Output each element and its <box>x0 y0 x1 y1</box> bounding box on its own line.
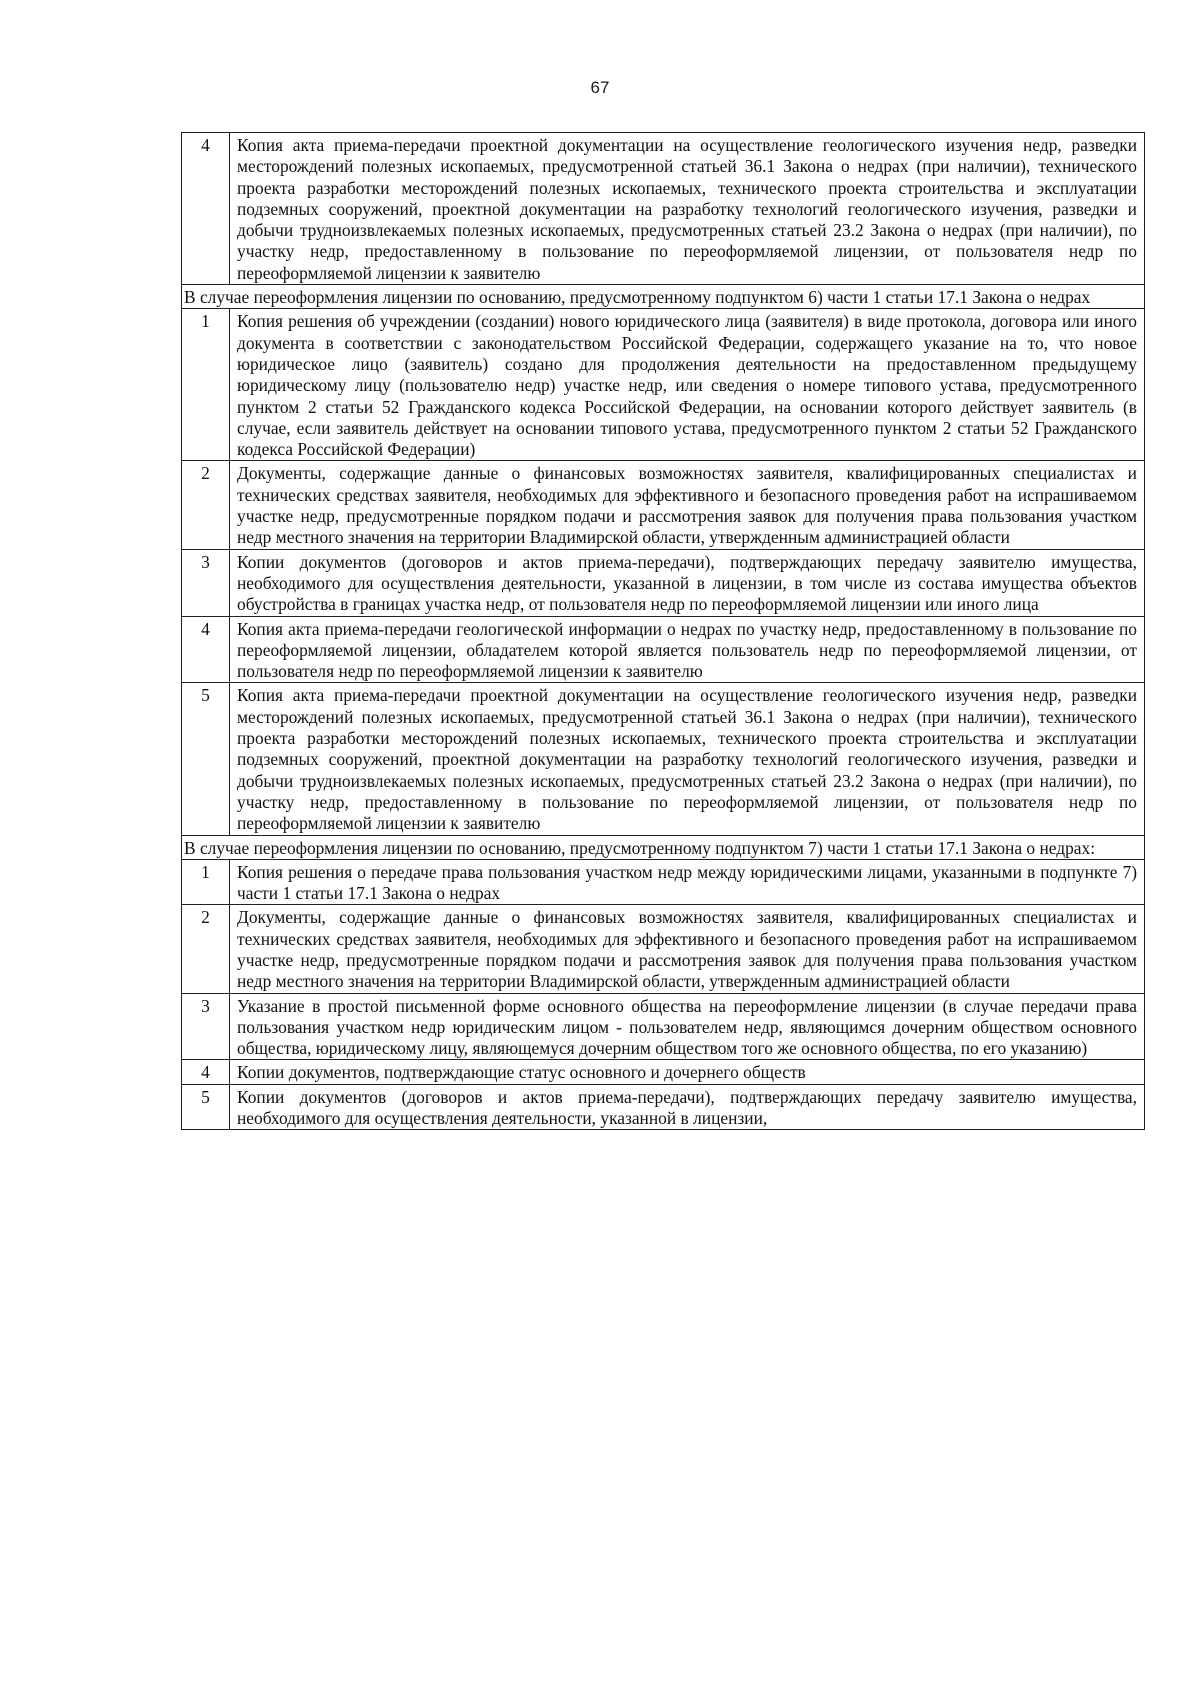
section-heading-row <box>182 835 1145 859</box>
row-number: 5 <box>182 1084 230 1130</box>
table-row <box>182 683 1145 835</box>
document-table-body <box>182 133 1145 1130</box>
document-table <box>181 132 1145 1130</box>
row-description: Документы, содержащие данные о финансовых возможностях заявителя, квалифицированных специалистах и технических средствах заявителя, необходимых для эффективного и безопасного проведения работ на испрашиваемом участке недр, предусмотренные порядком подачи и рассмотрения заявок для получения права пользования участком недр местного значения на территории Владимирской области, утвержденным администрацией области <box>230 461 1145 549</box>
table-row <box>182 1084 1145 1130</box>
section-heading: В случае переоформления лицензии по основанию, предусмотренному подпунктом 7) части 1 статьи 17.1 Закона о недрах: <box>182 835 1145 859</box>
row-description: Копии документов (договоров и актов приема-передачи), подтверждающих передачу заявителю имущества, необходимого для осуществления деятельности, указанной в лицензии, в том числе из состава имущества объектов обустройства в границах участка недр, от пользователя недр по переоформляемой лицензии или иного лица <box>230 549 1145 616</box>
page-number: 67 <box>590 78 610 97</box>
row-number: 4 <box>182 133 230 285</box>
row-number: 2 <box>182 905 230 993</box>
table-row <box>182 993 1145 1060</box>
row-description: Копия акта приема-передачи геологической информации о недрах по участку недр, предоставленному в пользование по переоформляемой лицензии, обладателем которой является пользователь недр по переоформляемой лицензии, от пользователя недр по переоформляемой лицензии к заявителю <box>230 616 1145 683</box>
row-number: 1 <box>182 859 230 905</box>
row-number: 2 <box>182 461 230 549</box>
row-description: Копия акта приема-передачи проектной документации на осуществление геологического изучения недр, разведки месторождений полезных ископаемых, предусмотренной статьей 36.1 Закона о недрах (при наличии), технического проекта разработки месторождений полезных ископаемых, технического проекта строительства и эксплуатации подземных сооружений, проектной документации на разработку технологий геологического изучения, разведки и добычи трудноизвлекаемых полезных ископаемых, предусмотренных статьей 23.2 Закона о недрах (при наличии), по участку недр, предоставленному в пользование по переоформляемой лицензии, от пользователя недр по переоформляемой лицензии к заявителю <box>230 133 1145 285</box>
section-heading-row <box>182 285 1145 309</box>
row-description: Копии документов (договоров и актов приема-передачи), подтверждающих передачу заявителю имущества, необходимого для осуществления деятельности, указанной в лицензии, <box>230 1084 1145 1130</box>
row-description: Указание в простой письменной форме основного общества на переоформление лицензии (в случае передачи права пользования участком недр юридическим лицом - пользователем недр, являющимся дочерним обществом основного общества, юридическому лицу, являющемуся дочерним обществом того же основного общества, по его указанию) <box>230 993 1145 1060</box>
row-description: Копия решения об учреждении (создании) нового юридического лица (заявителя) в виде протокола, договора или иного документа в соответствии с законодательством Российской Федерации, содержащего указание на то, что новое юридическое лицо (заявитель) создано для продолжения деятельности на предоставленном предыдущему юридическому лицу (пользователю недр) участке недр, или сведения о номере типового устава, предусмотренного пунктом 2 статьи 52 Гражданского кодекса Российской Федерации, на основании которого действует заявитель (в случае, если заявитель действует на основании типового устава, предусмотренного пунктом 2 статьи 52 Гражданского кодекса Российской Федерации) <box>230 309 1145 461</box>
table-row <box>182 549 1145 616</box>
table-row <box>182 905 1145 993</box>
table-row <box>182 859 1145 905</box>
row-description: Копия решения о передаче права пользования участком недр между юридическими лицами, указанными в подпункте 7) части 1 статьи 17.1 Закона о недрах <box>230 859 1145 905</box>
row-number: 3 <box>182 993 230 1060</box>
table-row <box>182 616 1145 683</box>
table-row <box>182 309 1145 461</box>
row-description: Копии документов, подтверждающие статус основного и дочернего обществ <box>230 1060 1145 1084</box>
table-row <box>182 461 1145 549</box>
row-number: 4 <box>182 1060 230 1084</box>
section-heading: В случае переоформления лицензии по основанию, предусмотренному подпунктом 6) части 1 статьи 17.1 Закона о недрах <box>182 285 1145 309</box>
row-description: Копия акта приема-передачи проектной документации на осуществление геологического изучения недр, разведки месторождений полезных ископаемых, предусмотренной статьей 36.1 Закона о недрах (при наличии), технического проекта разработки месторождений полезных ископаемых, технического проекта строительства и эксплуатации подземных сооружений, проектной документации на разработку технологий геологического изучения, разведки и добычи трудноизвлекаемых полезных ископаемых, предусмотренных статьей 23.2 Закона о недрах (при наличии), по участку недр, предоставленному в пользование по переоформляемой лицензии, от пользователя недр по переоформляемой лицензии к заявителю <box>230 683 1145 835</box>
row-number: 1 <box>182 309 230 461</box>
table-row <box>182 1060 1145 1084</box>
table-row <box>182 133 1145 285</box>
row-number: 3 <box>182 549 230 616</box>
row-number: 5 <box>182 683 230 835</box>
row-number: 4 <box>182 616 230 683</box>
row-description: Документы, содержащие данные о финансовых возможностях заявителя, квалифицированных специалистах и технических средствах заявителя, необходимых для эффективного и безопасного проведения работ на испрашиваемом участке недр, предусмотренные порядком подачи и рассмотрения заявок для получения права пользования участком недр местного значения на территории Владимирской области, утвержденным администрацией области <box>230 905 1145 993</box>
